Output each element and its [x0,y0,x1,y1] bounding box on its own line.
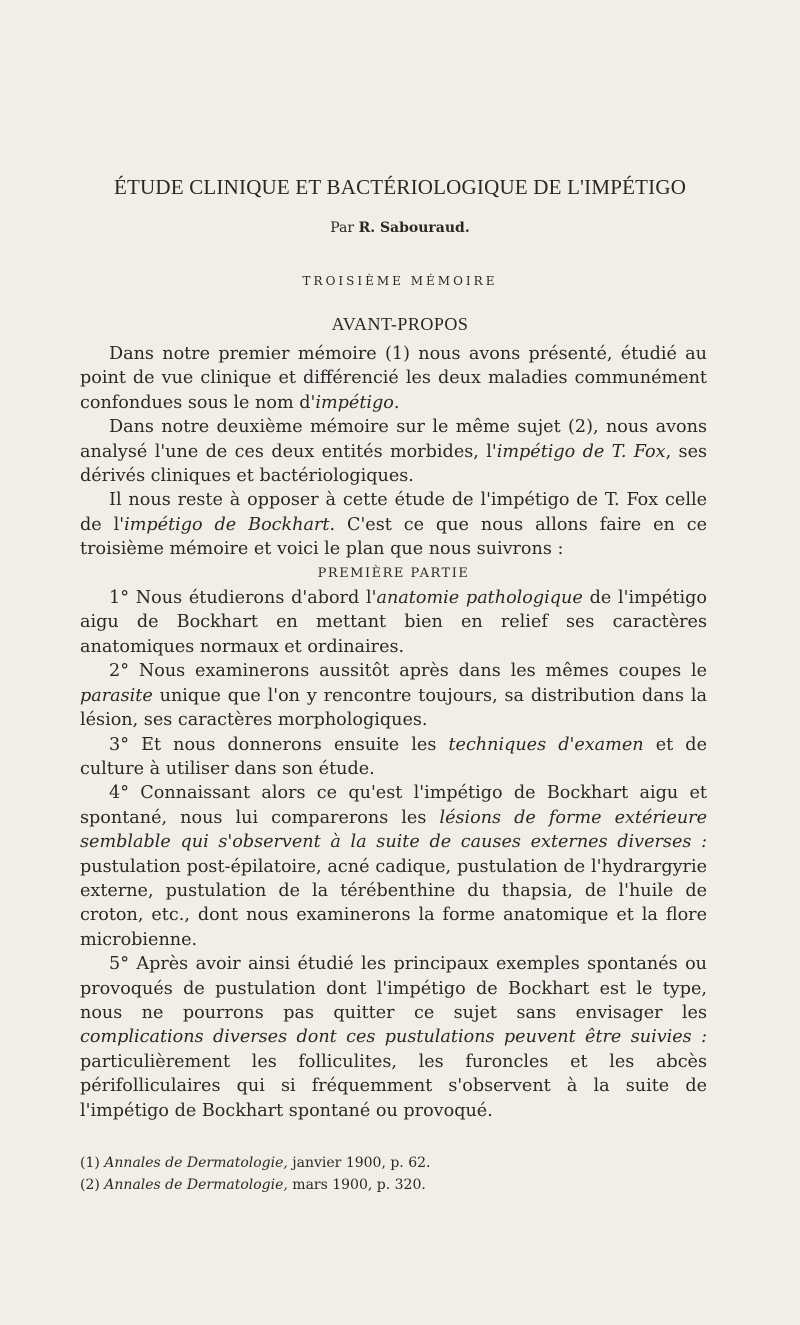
text-run: . [393,392,400,413]
article-title: ÉTUDE CLINIQUE ET BACTÉRIOLOGIQUE DE L'IMPÉTIGO [113,175,687,199]
plan-item-3 [80,733,707,782]
emphasis: complications diverses dont ces pustulations peuvent être suivies : [80,1027,707,1048]
emphasis: impétigo de Bockhart [124,514,330,535]
memoire-label: TROISIÈME MÉMOIRE [302,274,498,288]
text-run: 4° Connaissant alors ce qu'est l'impétigo de Bockhart aigu et spontané, nous lui comparerons les [80,783,707,828]
text-run: . C'est ce que nous allons faire en ce troisième mémoire et voici le plan que nous suivrons : [80,514,708,560]
footnote-number: (2) [80,1177,100,1193]
footnote-number: (1) [80,1155,100,1171]
byline-prefix: Par [330,220,355,236]
text-run: et de culture à utiliser dans son étude. [80,734,707,779]
emphasis: parasite [80,685,153,706]
part-heading: PREMIÈRE PARTIE [317,565,470,581]
paragraph-3 [80,488,707,561]
footnote-1 [80,1152,707,1174]
paragraph-2 [80,415,707,488]
text-run: 3° Et nous donnerons ensuite les [109,734,449,755]
emphasis: impétigo [315,392,394,413]
plan-item-1 [80,586,707,659]
emphasis: lésions de forme extérieure semblable qui s'observent à la suite de causes externes diverses : [80,807,707,853]
text-run: pustulation post-épilatoire, acné cadique, pustulation de l'hydrargyrie externe, pustulation de la térébenthine du thapsia, de l'huile de croton, etc., dont nous examinerons la forme anatomique et la flore microbienne. [80,856,707,950]
text-run: de l'impétigo aigu de Bockhart en mettant bien en relief ses caractères anatomiques normaux et ordinaires. [80,588,708,657]
plan-item-2 [80,659,707,732]
footnotes [80,1152,707,1196]
emphasis: techniques d'examen [448,734,644,755]
emphasis: anatomie pathologique [376,588,583,609]
text-run: 2° Nous examinerons aussitôt après dans les mêmes coupes le [109,661,707,682]
footnote-details: mars 1900, p. 320. [287,1177,426,1193]
author-name: R. Sabouraud. [358,220,470,236]
footnote-details: janvier 1900, p. 62. [287,1155,431,1171]
emphasis: impétigo de T. Fox [496,441,666,462]
footnote-journal: Annales de Dermatologie, [104,1155,288,1171]
footnote-journal: Annales de Dermatologie, [104,1177,288,1193]
byline [80,220,720,236]
text-run: Il nous reste à opposer à cette étude de l'impétigo de T. Fox celle de l' [80,490,707,535]
text-run: , ses dérivés cliniques et bactériologiques. [80,441,708,487]
text-run: Dans notre premier mémoire (1) nous avons présenté, étudié au point de vue clinique et différencié les deux maladies communément confondues sous le nom d' [80,344,707,413]
text-run: Dans notre deuxième mémoire sur le même sujet (2), nous avons analysé l'une de ces deux entités morbides, l' [80,417,707,462]
text-run: particulièrement les folliculites, les furoncles et les abcès périfolliculaires qui si fréquemment s'observent à la suite de l'impétigo de Bockhart spontané ou provoqué. [80,1051,707,1121]
footnote-2 [80,1174,707,1196]
text-run: unique que l'on y rencontre toujours, sa distribution dans la lésion, ses caractères morphologiques. [80,685,707,731]
paragraph-1 [80,342,707,415]
text-run: 1° Nous étudierons d'abord l' [109,588,377,609]
plan-item-4 [80,781,707,952]
body-text [80,342,707,1123]
section-heading: AVANT-PROPOS [331,314,469,334]
text-run: 5° Après avoir ainsi étudié les principaux exemples spontanés ou provoqués de pustulation dont l'impétigo de Bockhart est le type, nous ne pourrons pas quitter ce sujet sans envisager les [80,954,707,1023]
plan-item-5 [80,952,707,1123]
